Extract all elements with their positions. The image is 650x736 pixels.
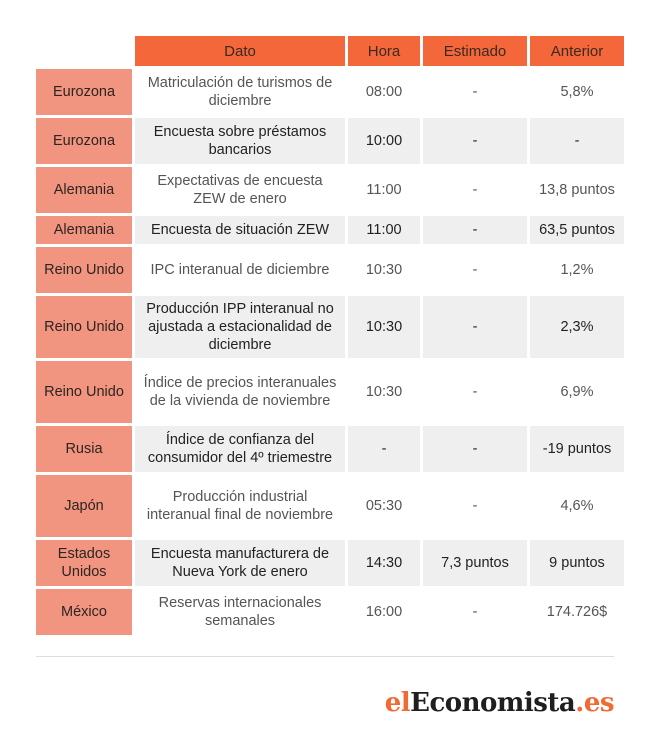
- divider: [36, 656, 614, 657]
- logo-part-el: el: [384, 688, 411, 718]
- dato-cell: Producción industrial interanual final de noviembre: [135, 475, 345, 537]
- anterior-cell: 6,9%: [530, 361, 624, 423]
- anterior-cell: 174.726$: [530, 589, 624, 635]
- estimado-cell: -: [423, 426, 527, 472]
- hora-cell: -: [348, 426, 420, 472]
- anterior-cell: -: [530, 118, 624, 164]
- country-cell: México: [36, 589, 132, 635]
- header-dato: Dato: [135, 36, 345, 66]
- anterior-cell: -19 puntos: [530, 426, 624, 472]
- country-cell: Reino Unido: [36, 361, 132, 423]
- estimado-cell: -: [423, 475, 527, 537]
- country-cell: Estados Unidos: [36, 540, 132, 586]
- dato-cell: Producción IPP interanual no ajustada a estacionalidad de diciembre: [135, 296, 345, 358]
- header-blank: [36, 36, 132, 66]
- country-cell: Alemania: [36, 216, 132, 244]
- dato-cell: IPC interanual de diciembre: [135, 247, 345, 293]
- calendar-table: [36, 36, 624, 635]
- country-cell: Rusia: [36, 426, 132, 472]
- dato-cell: Índice de precios interanuales de la vivienda de noviembre: [135, 361, 345, 423]
- country-cell: Eurozona: [36, 69, 132, 115]
- estimado-cell: -: [423, 69, 527, 115]
- hora-cell: 10:00: [348, 118, 420, 164]
- anterior-cell: 9 puntos: [530, 540, 624, 586]
- country-cell: Reino Unido: [36, 247, 132, 293]
- dato-cell: Matriculación de turismos de diciembre: [135, 69, 345, 115]
- anterior-cell: 5,8%: [530, 69, 624, 115]
- anterior-cell: 1,2%: [530, 247, 624, 293]
- estimado-cell: -: [423, 216, 527, 244]
- estimado-cell: -: [423, 167, 527, 213]
- anterior-cell: 13,8 puntos: [530, 167, 624, 213]
- estimado-cell: 7,3 puntos: [423, 540, 527, 586]
- hora-cell: 10:30: [348, 296, 420, 358]
- dato-cell: Encuesta sobre préstamos bancarios: [135, 118, 345, 164]
- header-anterior: Anterior: [530, 36, 624, 66]
- hora-cell: 10:30: [348, 361, 420, 423]
- anterior-cell: 4,6%: [530, 475, 624, 537]
- estimado-cell: -: [423, 361, 527, 423]
- dato-cell: Encuesta de situación ZEW: [135, 216, 345, 244]
- eleconomista-logo: [385, 688, 614, 718]
- hora-cell: 16:00: [348, 589, 420, 635]
- country-cell: Reino Unido: [36, 296, 132, 358]
- header-hora: Hora: [348, 36, 420, 66]
- header-estimado: Estimado: [423, 36, 527, 66]
- country-cell: Japón: [36, 475, 132, 537]
- logo-part-es: .es: [575, 688, 614, 718]
- logo-part-economista: Economista: [410, 688, 576, 718]
- hora-cell: 11:00: [348, 167, 420, 213]
- hora-cell: 14:30: [348, 540, 420, 586]
- estimado-cell: -: [423, 296, 527, 358]
- estimado-cell: -: [423, 589, 527, 635]
- estimado-cell: -: [423, 118, 527, 164]
- hora-cell: 08:00: [348, 69, 420, 115]
- country-cell: Alemania: [36, 167, 132, 213]
- anterior-cell: 2,3%: [530, 296, 624, 358]
- hora-cell: 10:30: [348, 247, 420, 293]
- country-cell: Eurozona: [36, 118, 132, 164]
- hora-cell: 11:00: [348, 216, 420, 244]
- dato-cell: Reservas internacionales semanales: [135, 589, 345, 635]
- hora-cell: 05:30: [348, 475, 420, 537]
- dato-cell: Encuesta manufacturera de Nueva York de enero: [135, 540, 345, 586]
- estimado-cell: -: [423, 247, 527, 293]
- dato-cell: Índice de confianza del consumidor del 4º triemestre: [135, 426, 345, 472]
- dato-cell: Expectativas de encuesta ZEW de enero: [135, 167, 345, 213]
- anterior-cell: 63,5 puntos: [530, 216, 624, 244]
